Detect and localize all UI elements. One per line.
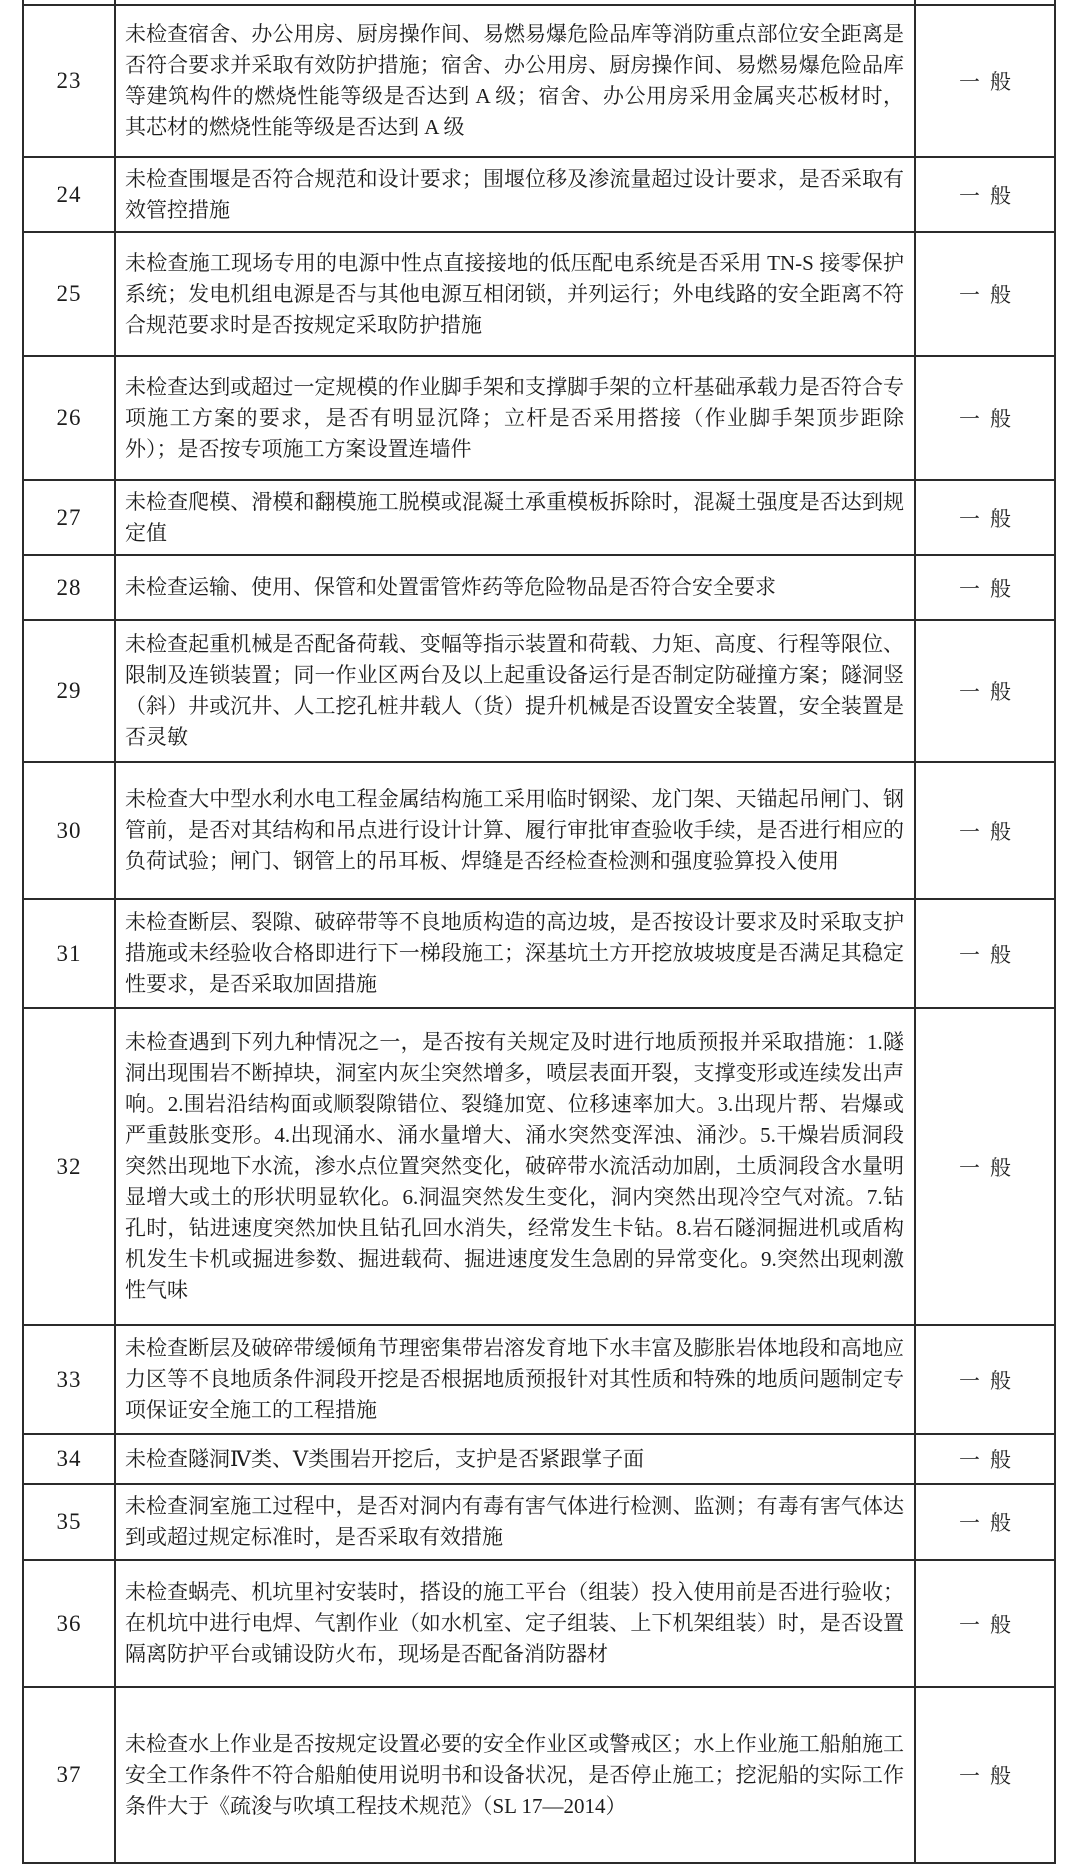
table-row — [23, 356, 1055, 480]
violation-description-cell: 未检查爬模、滑模和翻模施工脱模或混凝土承重模板拆除时，混凝土强度是否达到规定值 — [115, 480, 915, 555]
severity-level-cell: 一般 — [915, 762, 1055, 899]
row-number-cell: 25 — [23, 232, 115, 356]
row-number-cell: 34 — [23, 1434, 115, 1484]
severity-level-cell: 一般 — [915, 1434, 1055, 1484]
row-number-cell: 36 — [23, 1560, 115, 1687]
violation-description-cell: 未检查围堰是否符合规范和设计要求；围堰位移及渗流量超过设计要求，是否采取有效管控措施 — [115, 157, 915, 232]
table-row — [23, 1560, 1055, 1687]
violation-description-cell: 未检查隧洞Ⅳ类、Ⅴ类围岩开挖后，支护是否紧跟掌子面 — [115, 1434, 915, 1484]
table-row — [23, 5, 1055, 157]
violation-description-cell: 未检查起重机械是否配备荷载、变幅等指示装置和荷载、力矩、高度、行程等限位、限制及连锁装置；同一作业区两台及以上起重设备运行是否制定防碰撞方案；隧洞竖（斜）井或沉井、人工挖孔桩井载人（货）提升机械是否设置安全装置，安全装置是否灵敏 — [115, 620, 915, 762]
severity-level-cell: 一般 — [915, 1484, 1055, 1560]
row-number-cell: 33 — [23, 1325, 115, 1434]
table-row — [23, 1687, 1055, 1863]
row-number-cell: 26 — [23, 356, 115, 480]
table-row — [23, 1008, 1055, 1325]
severity-level-cell: 一般 — [915, 157, 1055, 232]
violation-description-cell: 未检查宿舍、办公用房、厨房操作间、易燃易爆危险品库等消防重点部位安全距离是否符合要求并采取有效防护措施；宿舍、办公用房、厨房操作间、易燃易爆危险品库等建筑构件的燃烧性能等级是否达到 A 级；宿舍、办公用房采用金属夹芯板材时，其芯材的燃烧性能等级是否达到 A 级 — [115, 5, 915, 157]
row-number-cell: 28 — [23, 555, 115, 620]
violation-description-cell: 未检查洞室施工过程中，是否对洞内有毒有害气体进行检测、监测；有毒有害气体达到或超过规定标准时，是否采取有效措施 — [115, 1484, 915, 1560]
safety-checklist-table — [22, 0, 1056, 1864]
table-row — [23, 1484, 1055, 1560]
row-number-cell: 35 — [23, 1484, 115, 1560]
violation-description-cell: 未检查施工现场专用的电源中性点直接接地的低压配电系统是否采用 TN-S 接零保护系统；发电机组电源是否与其他电源互相闭锁，并列运行；外电线路的安全距离不符合规范要求时是否按规定采取防护措施 — [115, 232, 915, 356]
severity-level-cell: 一般 — [915, 1687, 1055, 1863]
table-row — [23, 1434, 1055, 1484]
severity-level-cell: 一般 — [915, 555, 1055, 620]
row-number-cell: 31 — [23, 899, 115, 1008]
table-body — [23, 5, 1055, 1863]
severity-level-cell: 一般 — [915, 480, 1055, 555]
violation-description-cell: 未检查断层及破碎带缓倾角节理密集带岩溶发育地下水丰富及膨胀岩体地段和高地应力区等不良地质条件洞段开挖是否根据地质预报针对其性质和特殊的地质问题制定专项保证安全施工的工程措施 — [115, 1325, 915, 1434]
violation-description-cell: 未检查达到或超过一定规模的作业脚手架和支撑脚手架的立杆基础承载力是否符合专项施工方案的要求，是否有明显沉降；立杆是否采用搭接（作业脚手架顶步距除外）；是否按专项施工方案设置连墙件 — [115, 356, 915, 480]
table-row — [23, 762, 1055, 899]
table-row — [23, 232, 1055, 356]
severity-level-cell: 一般 — [915, 5, 1055, 157]
severity-level-cell: 一般 — [915, 899, 1055, 1008]
row-number-cell: 30 — [23, 762, 115, 899]
table-row — [23, 899, 1055, 1008]
table-row — [23, 620, 1055, 762]
severity-level-cell: 一般 — [915, 356, 1055, 480]
table-row — [23, 480, 1055, 555]
table-row — [23, 555, 1055, 620]
severity-level-cell: 一般 — [915, 1560, 1055, 1687]
severity-level-cell: 一般 — [915, 1008, 1055, 1325]
row-number-cell: 29 — [23, 620, 115, 762]
row-number-cell: 24 — [23, 157, 115, 232]
row-number-cell: 23 — [23, 5, 115, 157]
row-number-cell: 27 — [23, 480, 115, 555]
violation-description-cell: 未检查运输、使用、保管和处置雷管炸药等危险物品是否符合安全要求 — [115, 555, 915, 620]
violation-description-cell: 未检查遇到下列九种情况之一，是否按有关规定及时进行地质预报并采取措施：1.隧洞出现围岩不断掉块，洞室内灰尘突然增多，喷层表面开裂，支撑变形或连续发出声响。2.围岩沿结构面或顺裂隙错位、裂缝加宽、位移速率加大。3.出现片帮、岩爆或严重鼓胀变形。4.出现涌水、涌水量增大、涌水突然变浑浊、涌沙。5.干燥岩质洞段突然出现地下水流，渗水点位置突然变化，破碎带水流活动加剧，土质洞段含水量明显增大或土的形状明显软化。6.洞温突然发生变化，洞内突然出现冷空气对流。7.钻孔时，钻进速度突然加快且钻孔回水消失，经常发生卡钻。8.岩石隧洞掘进机或盾构机发生卡机或掘进参数、掘进载荷、掘进速度发生急剧的异常变化。9.突然出现刺激性气味 — [115, 1008, 915, 1325]
violation-description-cell: 未检查断层、裂隙、破碎带等不良地质构造的高边坡，是否按设计要求及时采取支护措施或未经验收合格即进行下一梯段施工；深基坑土方开挖放坡坡度是否满足其稳定性要求，是否采取加固措施 — [115, 899, 915, 1008]
severity-level-cell: 一般 — [915, 1325, 1055, 1434]
severity-level-cell: 一般 — [915, 232, 1055, 356]
severity-level-cell: 一般 — [915, 620, 1055, 762]
violation-description-cell: 未检查大中型水利水电工程金属结构施工采用临时钢梁、龙门架、天锚起吊闸门、钢管前，是否对其结构和吊点进行设计计算、履行审批审查验收手续，是否进行相应的负荷试验；闸门、钢管上的吊耳板、焊缝是否经检查检测和强度验算投入使用 — [115, 762, 915, 899]
table-row — [23, 1325, 1055, 1434]
violation-description-cell: 未检查蜗壳、机坑里衬安装时，搭设的施工平台（组装）投入使用前是否进行验收；在机坑中进行电焊、气割作业（如水机室、定子组装、上下机架组装）时，是否设置隔离防护平台或铺设防火布，现场是否配备消防器材 — [115, 1560, 915, 1687]
row-number-cell: 37 — [23, 1687, 115, 1863]
table-row — [23, 157, 1055, 232]
violation-description-cell: 未检查水上作业是否按规定设置必要的安全作业区或警戒区；水上作业施工船舶施工安全工作条件不符合船舶使用说明书和设备状况，是否停止施工；挖泥船的实际工作条件大于《疏浚与吹填工程技术规范》（SL 17—2014） — [115, 1687, 915, 1863]
row-number-cell: 32 — [23, 1008, 115, 1325]
